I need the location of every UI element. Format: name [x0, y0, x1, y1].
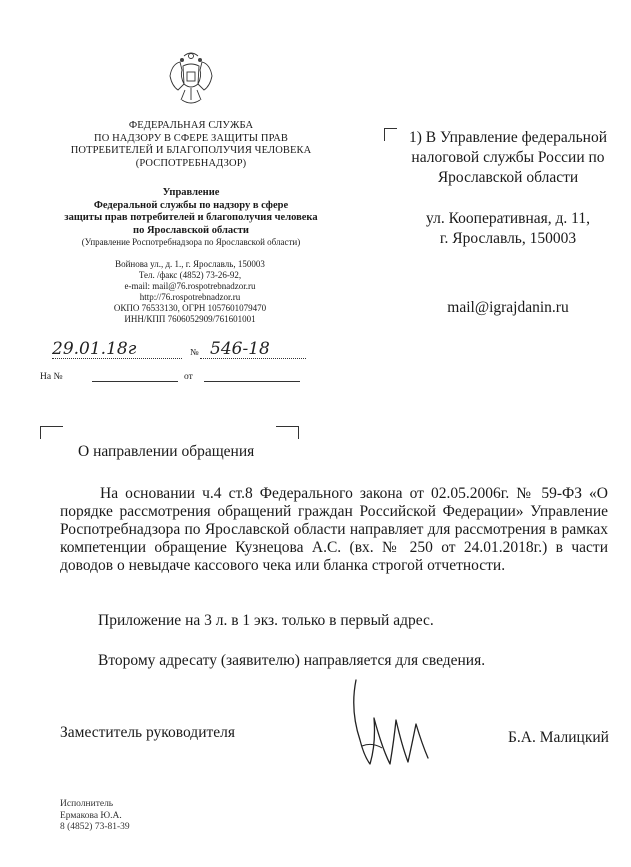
registration-date: 29.01.18г [52, 339, 137, 359]
contact-block [60, 259, 320, 325]
dept-line: защиты прав потребителей и благополучия человека [64, 212, 318, 223]
addressee-block [388, 128, 628, 188]
letter-subject: О направлении обращения [78, 443, 255, 460]
addressee-email: mail@igrajdanin.ru [447, 299, 569, 316]
addressee-address [398, 209, 618, 249]
executor-name: Ермакова Ю.А. [60, 810, 122, 821]
agency-line: ФЕДЕРАЛЬНАЯ СЛУЖБА [128, 120, 254, 131]
agency-line: ПО НАДЗОРУ В СФЕРЕ ЗАЩИТЫ ПРАВ [94, 132, 288, 144]
executor-label: Исполнитель [60, 799, 114, 809]
addressee-line: Ярославской области [437, 169, 579, 186]
subject-corner-left [40, 426, 63, 439]
addressee-street: ул. Кооперативная, д. 11, [426, 210, 590, 227]
body-paragraph-attachment: Приложение на 3 л. в 1 экз. только в первый адрес. [98, 612, 434, 629]
reference-date-line [204, 381, 300, 382]
agency-line: (РОСПОТРЕБНАДЗОР) [135, 157, 247, 169]
addressee-line: 1) В Управление федеральной [408, 129, 607, 146]
contact-line: Тел. /факс (4852) 73-26-92, [138, 270, 242, 280]
number-underline [200, 358, 306, 359]
subject-corner-right [276, 426, 299, 439]
department-name [40, 187, 342, 248]
addressee-city: г. Ярославль, 150003 [439, 230, 577, 247]
contact-line: ОКПО 76533130, ОГРН 1057601079470 [113, 303, 267, 313]
date-underline [52, 358, 182, 359]
registration-number-label: № [190, 347, 199, 357]
dept-line: Федеральной службы по надзору в сфере [93, 199, 289, 211]
body-paragraph-second-addressee: Второму адресату (заявителю) направляется для сведения. [98, 652, 486, 669]
registration-number: 546-18 [210, 339, 270, 359]
russian-coat-of-arms-icon [168, 50, 214, 108]
body-paragraph-main: На основании ч.4 ст.8 Федерального закона от 02.05.2006г. № 59-ФЗ «О порядке рассмотрения обращений граждан Российской Федерации» Управление Роспотребнадзора по Ярославской области направляет для рассмотрения в рамках компетенции обращение Кузнецова А.С. (вх. № 250 от 24.01.2018г.) в части доводов о невыдаче кассового чека или бланка строгой отчетности. [60, 485, 608, 574]
dept-line: Управление [162, 187, 220, 198]
reference-number-line [92, 381, 178, 382]
executor-block [60, 799, 130, 834]
reference-number-label: На № [40, 372, 63, 382]
addressee-line: налоговой службы России по [411, 149, 605, 166]
contact-line: http://76.rospotrebnadzor.ru [139, 292, 241, 302]
contact-line: ИНН/КПП 7606052909/761601001 [124, 314, 256, 324]
signer-title: Заместитель руководителя [60, 724, 236, 741]
reference-date-label: от [184, 372, 193, 382]
contact-line: e-mail: mail@76.rospotrebnadzor.ru [124, 281, 256, 291]
executor-phone: 8 (4852) 73-81-39 [60, 822, 130, 832]
dept-line: по Ярославской области [133, 224, 249, 236]
dept-short-name: (Управление Роспотребнадзора по Ярославской области) [81, 237, 301, 247]
agency-line: ПОТРЕБИТЕЛЕЙ И БЛАГОПОЛУЧИЯ ЧЕЛОВЕКА [70, 145, 312, 156]
contact-line: Войнова ул., д. 1., г. Ярославль, 150003 [115, 259, 265, 269]
handwritten-signature-icon [340, 676, 440, 776]
agency-name [40, 120, 342, 170]
signer-name: Б.А. Малицкий [508, 729, 609, 746]
